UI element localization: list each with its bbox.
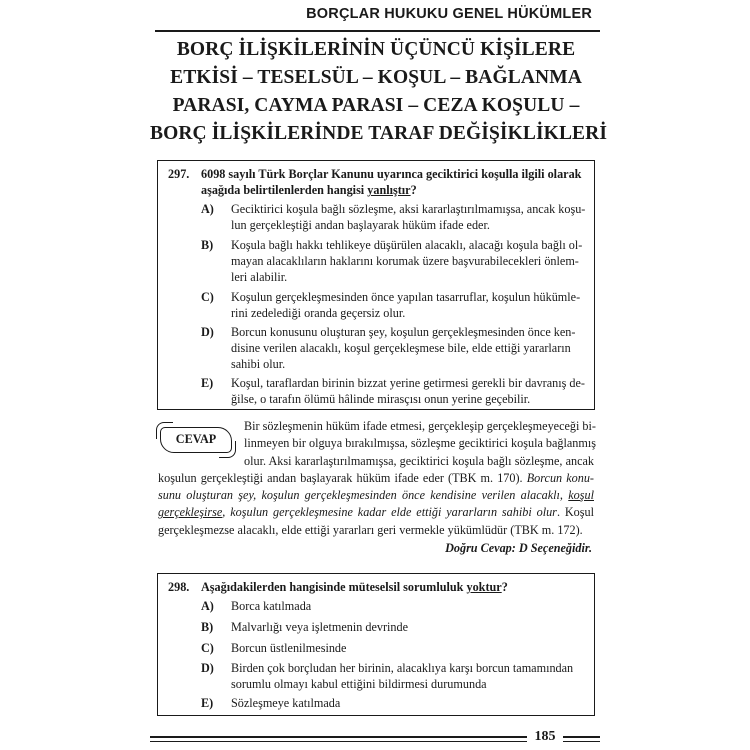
answer-text: koşulun gerçekleştiği andan başlayarak hüküm ifade eder (TBK m. 170).: [158, 470, 527, 485]
option-letter: B): [201, 620, 214, 634]
option-text-line: Koşul, taraflardan birinin bizzat yerine getirmesi gerekli bir davranış de-: [231, 376, 585, 390]
answer-italic-text: Borcun konu-: [526, 470, 594, 485]
question-key-word: yoktur: [466, 580, 502, 594]
question-text: [201, 579, 586, 595]
answer-text: . Koşul: [556, 505, 594, 520]
option-text-line: disine verilen alacaklı, koşul gerçekleşmese bile, elde ettiği yararların: [231, 341, 571, 356]
option-letter: D): [201, 661, 214, 675]
option-text-line: sahibi olur.: [231, 357, 286, 372]
answer-underlined-text: gerçekleşirse: [158, 505, 223, 520]
option-text-line: Koşula bağlı hakkı tehlikeye düşürülen alacaklı, alacağı koşula bağlı ol-: [231, 238, 583, 252]
chapter-title-line: PARASI, CAYMA PARASI – CEZA KOŞULU –: [172, 95, 580, 116]
chapter-title: [150, 36, 608, 148]
option-text-line: Sözleşmeye katılmada: [231, 696, 341, 710]
option-text-line: leri alabilir.: [231, 270, 288, 285]
question-298-box: [157, 573, 595, 716]
answer-italic-text: , koşulun gerçekleşmesine kadar elde ettiği yararların sahibi olur: [222, 505, 557, 520]
running-header: BORÇLAR HUKUKU GENEL HÜKÜMLER: [306, 6, 592, 22]
answer-line: Bir sözleşmenin hüküm ifade etmesi, gerçekleşip gerçekleşmeyeceği bi-: [244, 419, 596, 433]
chapter-title-line: BORÇ İLİŞKİLERİNİN ÜÇÜNCÜ KİŞİLERE: [176, 39, 576, 60]
answer-line: olur. Aksi kararlaştırılmamışsa, geciktirici koşula bağlı sözleşme, ancak: [244, 453, 594, 468]
answer-italic-text: sunu oluşturan şey, koşulun gerçekleşmesinden önce kendisine verilen alacaklı,: [158, 488, 569, 503]
option-c: [201, 289, 586, 321]
page-number: 185: [527, 729, 563, 747]
option-text-line: lun gerçekleştiği andan başlayarak hüküm ifade eder.: [231, 218, 490, 233]
option-text-line: Geciktirici koşula bağlı sözleşme, aksi kararlaştırılmamışsa, ancak koşu-: [231, 202, 586, 216]
option-text-line: Borcun üstlenilmesinde: [231, 641, 347, 655]
option-text-line: ğilse, o tarafın ölümü hâlinde mirasçısı onun yerine geçebilir.: [231, 392, 531, 407]
option-text-line: sorumlu olmayı kabul ettiğini bildirmesi durumunda: [231, 677, 487, 692]
option-b: [201, 619, 586, 635]
answer-badge: CEVAP: [160, 427, 232, 453]
option-e: [201, 695, 586, 711]
option-letter: A): [201, 599, 214, 613]
question-key-word: yanlıştır: [367, 183, 411, 198]
question-text-line: 6098 sayılı Türk Borçlar Kanunu uyarınca geciktirici koşulla ilgili olarak: [201, 167, 582, 181]
chapter-title-line: ETKİSİ – TESELSÜL – KOŞUL – BAĞLANMA: [170, 67, 582, 88]
question-number: 298.: [168, 580, 190, 594]
question-mark: ?: [410, 183, 417, 198]
question-text-pre: Aşağıdakilerden hangisinde müteselsil sorumluluk: [201, 580, 467, 594]
option-text-line: mayan alacaklıların haklarını korumak üzere başvurabileceklerі önlem-: [231, 254, 579, 269]
option-text-line: Birden çok borçludan her birinin, alacaklıya karşı borcun tamamından: [231, 661, 574, 675]
option-letter: B): [201, 238, 214, 252]
question-number: 297.: [168, 167, 190, 181]
answer-explanation: [158, 418, 597, 539]
option-text-line: Borca katılmada: [231, 599, 312, 613]
answer-line: linmeyen bir olguya bırakılmışsa, sözleşme geciktirici koşula bağlanmış: [244, 436, 597, 451]
question-mark: ?: [501, 580, 508, 594]
answer-line: [158, 504, 594, 521]
option-text-line: Koşulun gerçekleşmesinden önce yapılan tasarruflar, koşulun hükümle-: [231, 290, 581, 304]
option-letter: C): [201, 290, 214, 304]
option-letter: C): [201, 641, 214, 655]
option-b: [201, 237, 586, 286]
option-a: [201, 201, 586, 233]
option-d: [201, 324, 586, 373]
option-letter: E): [201, 376, 214, 390]
question-text-pre: aşağıda belirtilenlerden hangisi: [201, 183, 368, 198]
answer-line: [158, 470, 594, 487]
option-a: [201, 598, 586, 614]
option-text-line: Borcun konusunu oluşturan şey, koşulun gerçekleşmesinden önce ken-: [231, 325, 576, 339]
answer-line: gerçekleşmezse alacaklı, elde ettiği yararları geri vermekle yükümlüdür (TBK m. 172).: [158, 522, 583, 537]
question-text: [201, 166, 586, 198]
answer-underlined-text: koşul: [568, 488, 594, 503]
chapter-title-line: BORÇ İLİŞKİLERİNDE TARAF DEĞİŞİKLİKLERİ: [150, 123, 608, 144]
correct-answer: Doğru Cevap: D Seçeneğidir.: [445, 541, 592, 555]
option-d: [201, 660, 586, 692]
question-297-box: [157, 160, 595, 410]
option-e: [201, 375, 586, 407]
option-text-line: Malvarlığı veya işletmenin devrinde: [231, 620, 409, 634]
option-c: [201, 640, 586, 656]
option-text-line: rini zedelediği oranda geçersiz olur.: [231, 306, 406, 321]
answer-line: [158, 487, 594, 504]
option-letter: A): [201, 202, 214, 216]
question-text-line: [201, 182, 586, 198]
option-letter: D): [201, 325, 214, 339]
option-letter: E): [201, 696, 214, 710]
